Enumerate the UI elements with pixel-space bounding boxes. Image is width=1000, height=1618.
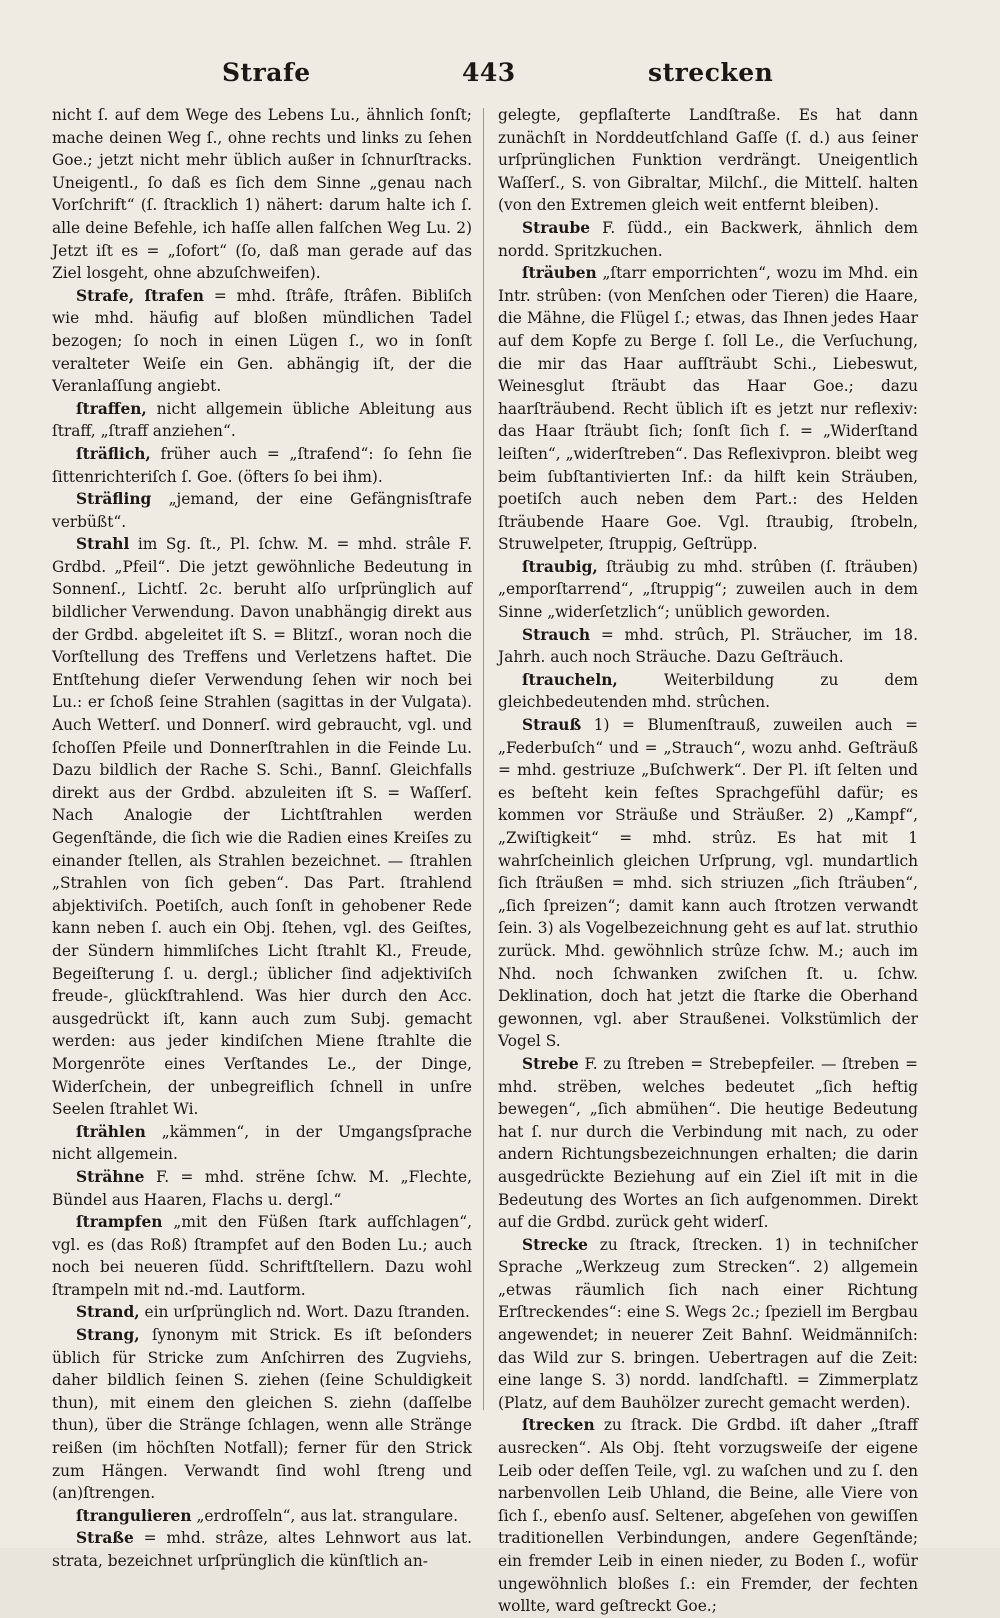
entry-headword: ſtraucheln, [522,670,618,689]
entry-headword: Straube [522,218,591,237]
dictionary-entry [52,1121,472,1166]
dictionary-entry [52,285,472,398]
entry-headword: ſtraubig, [522,557,598,576]
dictionary-entry [498,262,918,556]
entry-headword: Strauß [522,716,582,735]
entry-headword: Strahl [76,535,130,554]
entry-headword: ſtrählen [76,1122,146,1141]
entry-text: Weiterbildung zu dem gleichbedeutenden mhd. strûchen. [498,670,918,712]
entry-text: nicht allgemein übliche Ableitung aus ſtraff, „ſtraff anziehen“. [52,399,472,441]
entry-headword: ſträuben [522,264,597,283]
entry-text: F. ſüdd., ein Backwerk, ähnlich dem nordd. Spritzkuchen. [498,218,918,260]
entry-headword: ſtraffen, [76,399,147,418]
running-head-left: Strafe [222,58,311,87]
entry-headword: Straße [76,1529,134,1548]
page-number: 443 [462,58,516,87]
entry-text: nicht ſ. auf dem Wege des Lebens Lu., ähnlich ſonſt; mache deinen Weg ſ., ohne rechts und links zu ſehen Goe.; jetzt nicht mehr üblich außer in ſchnurſtracks. Uneigentl., ſo daß es ſich dem Sinne „genau nach Vorſchrift“ (ſ. ſtracklich 1) nähert: darum halte ich ſ. alle deine Befehle, ich haſſe allen falſchen Weg Lu. 2) Jetzt iſt es = „ſofort“ (ſo, daß man gerade auf das Ziel losgeht, ohne abzuſchweifen). [52,106,472,283]
entry-headword: Strang, [76,1326,140,1345]
entry-text: F. = mhd. strëne ſchw. M. „Flechte, Bündel aus Haaren, Flachs u. dergl.“ [52,1167,472,1209]
dictionary-entry [498,1234,918,1415]
dictionary-entry [52,1527,472,1572]
entry-headword: ſtrampfen [76,1213,163,1232]
entry-text: früher auch = „ſtrafend“: ſo ſehn ſie ſittenrichteriſch ſ. Goe. (öfters ſo bei ihm). [52,444,472,486]
entry-text: = mhd. strûch, Pl. Sträucher, im 18. Jahrh. auch noch Sträuche. Dazu Geſträuch. [498,625,918,667]
entry-headword: Strauch [522,625,591,644]
column-divider [483,108,484,1410]
entry-text: „kämmen“, in der Umgangsſprache nicht allgemein. [52,1122,472,1164]
entry-text: zu ſtrack. Die Grdbd. iſt daher „ſtraff ausrecken“. Als Obj. ſteht vorzugsweiſe der eigene Leib oder deſſen Teile, vgl. zu waſchen und zu ſ. den narbenvollen Leib Uhland, die Beine, alle Viere von ſich ſ., ebenſo ausſ. Seltener, abgeſehen von gewiſſen traditionellen Verbindungen, andere Gegenſtände; ein fremder Leib in einen nieder, zu Boden ſ., wofür ungewöhnlich bloßes ſ.: ein Fremder, der fechten wollte, ward geſtreckt Goe.; [498,1416,918,1616]
dictionary-entry [498,104,918,217]
dictionary-entry [498,556,918,624]
entry-headword: ſtrecken [522,1416,595,1435]
dictionary-entry [498,624,918,669]
dictionary-entry [52,1301,472,1324]
dictionary-entry [52,533,472,1120]
entry-text: „jemand, der eine Gefängnisſtrafe verbüßt“. [52,490,472,531]
entry-text: zu ſtrack, ſtrecken. 1) in techniſcher Sprache „Werkzeug zum Strecken“. 2) allgemein „etwas räumlich ſich nach einer Richtung Erſtreckendes“: eine S. Wegs 2c.; ſpeziell im Bergbau angewendet; in neuerer Zeit Bahnſ. Weidmänniſch: das Wild zur S. bringen. Uebertragen auf die Zeit: eine lange S. 3) nordd. landſchaftl. = Zimmerplatz (Platz, auf dem Bauhölzer zurecht gemacht werden). [498,1235,918,1412]
entry-text: „ſtarr emporrichten“, wozu im Mhd. ein Intr. strûben: (von Menſchen oder Tieren) die Haare, die Mähne, die Flügel ſ.; etwas, das Ihnen jedes Haar auf dem Kopfe zu Berge ſ. ſoll Le., die Verſuchung, die mir das Haar aufſträubt Schi., Liebeswut, Weinesglut ſträubt das Haar Goe.; dazu haarſträubend. Recht üblich iſt es jetzt nur reflexiv: das Haar ſträubt ſich; ſonſt ſich ſ. = „Widerſtand leiſten“, „widerſtreben“. Das Reflexivpron. bleibt weg beim ſubſtantivierten Inf.: da hilft kein Sträuben, poetiſch auch neben dem Part.: des Helden ſträubende Haare Goe. Vgl. ſtraubig, ſtrobeln, Struwelpeter, ſtruppig, Geſtrüpp. [498,264,918,554]
entry-headword: Strebe [522,1054,579,1073]
entry-text: ſynonym mit Strick. Es iſt beſonders üblich für Stricke zum Anſchirren des Zugviehs, daher bildlich ſeinen S. ziehen (ſeine Schuldigkeit thun), mit einem den gleichen S. ziehn (daſſelbe thun), über die Stränge ſchlagen, wenn alle Stränge reißen (im höchſten Notfall); ferner für den Strick zum Hängen. Verwandt ſind wohl ſtreng und (an)ſtrengen. [52,1326,472,1503]
dictionary-entry [498,217,918,262]
entry-text: = mhd. strâze, altes Lehnwort aus lat. strata, bezeichnet urſprünglich die künſtlich an- [52,1529,472,1570]
entry-headword: Strand, [76,1303,140,1322]
dictionary-entry [498,1053,918,1234]
dictionary-entry [498,1414,918,1617]
entry-text: F. zu ſtreben = Strebepfeiler. — ſtreben = mhd. strëben, welches bedeutet „ſich heftig bewegen“, „ſich abmühen“. Die heutige Bedeutung hat ſ. nur durch die Verbindung mit nach, zu oder andern Richtungsbezeichnungen erhalten; die darin ausgedrückte Beziehung auf ein Ziel iſt mit in die Bedeutung des Wortes an ſich aufgenommen. Direkt auf die Grdbd. zurück geht widerſ. [498,1054,918,1232]
dictionary-entry [52,488,472,533]
entry-text: „erdroſſeln“, aus lat. strangulare. [196,1506,459,1525]
entry-headword: Strafe, ſtrafen [76,286,204,305]
entry-text: gelegte, gepflaſterte Landſtraße. Es hat dann zunächſt in Norddeutſchland Gaſſe (ſ. d.) aus ſeiner urſprünglichen Funktion verdrängt. Uneigentlich Waſſerſ., S. von Gibraltar, Milchſ., die Mittelſ. halten (von den Extremen gleich weit entfernt bleiben). [498,106,918,215]
entry-headword: Sträfling [76,490,152,509]
dictionary-entry [52,1166,472,1211]
dictionary-entry [52,398,472,443]
entry-headword: Strähne [76,1167,145,1186]
entry-headword: Strecke [522,1235,588,1254]
dictionary-entry [52,443,472,488]
running-head-right: strecken [648,58,774,87]
left-column [52,104,472,1573]
dictionary-entry [52,1505,472,1528]
dictionary-entry [498,714,918,1053]
page-header [52,58,948,98]
entry-text: „mit den Füßen ſtark aufſchlagen“, vgl. es (das Roß) ſtrampfet auf den Boden Lu.; auch noch bei neueren ſüdd. Schriftſtellern. Dazu wohl ſtrampeln mit nd.-md. Lautform. [52,1213,472,1299]
dictionary-entry [52,104,472,285]
dictionary-entry [498,669,918,714]
entry-headword: ſtrangulieren [76,1506,192,1525]
entry-text: 1) = Blumenſtrauß, zuweilen auch = „Federbuſch“ und = „Strauch“, wozu anhd. Geſträuß = mhd. gestriuze „Buſchwerk“. Der Pl. iſt ſelten und es beſteht kein feſtes Sprachgefühl dafür; es kommen vor Sträuße und Sträußer. 2) „Kampf“, „Zwiſtigkeit“ = mhd. strûz. Es hat mit 1 wahrſcheinlich gleichen Urſprung, vgl. mundartlich ſich ſträußen = mhd. sich striuzen „ſich ſträuben“, „ſich ſpreizen“; damit kann auch ſtrotzen verwandt ſein. 3) als Vogelbezeichnung geht es auf lat. struthio zurück. Mhd. gewöhnlich strûze ſchw. M.; auch im Nhd. noch ſchwanken zwiſchen ſt. u. ſchw. Deklination, doch hat jetzt die ſtarke die Oberhand gewonnen, vgl. aber Straußenei. Volkstümlich der Vogel S. [498,716,918,1051]
entry-text: = mhd. ſtrâfe, ſtrâfen. Bibliſch wie mhd. häufig auf bloßen mündlichen Tadel bezogen; ſo noch in einen Lügen ſ., wo in ſonſt veralteter Weiſe ein Gen. abhängig iſt, der die Veranlaſſung angiebt. [52,286,472,396]
entry-headword: ſträflich, [76,444,151,463]
entry-text: ein urſprünglich nd. Wort. Dazu ſtranden. [144,1303,470,1322]
right-column [498,104,918,1618]
dictionary-entry [52,1324,472,1505]
entry-text: im Sg. ſt., Pl. ſchw. M. = mhd. strâle F. Grdbd. „Pfeil“. Die jetzt gewöhnliche Bedeutung in Sonnenſ., Lichtſ. 2c. beruht alſo urſprünglich auf bildlicher Verwendung. Davon unabhängig direkt aus der Grdbd. abgeleitet iſt S. = Blitzſ., woran noch die Vorſtellung des Treffens und Verletzens haftet. Die Entſtehung dieſer Verwendung ſehen wir noch bei Lu.: er ſchoß ſeine Strahlen (sagittas in der Vulgata). Auch Wetterſ. und Donnerſ. wird gebraucht, vgl. und ſchoſſen Pfeile und Donnerſtrahlen in die Feinde Lu. Dazu bildlich der Rache S. Schi., Bannſ. Gleichfalls direkt aus der Grdbd. abzuleiten iſt S. = Waſſerſ. Nach Analogie der Lichtſtrahlen werden Gegenſtände, die ſich wie die Radien eines Kreiſes zu einander ſtellen, als Strahlen bezeichnet. — ſtrahlen „Strahlen von ſich geben“. Das Part. ſtrahlend abjektiviſch. Poetiſch, auch ſonſt in gehobener Rede kann neben ſ. auch ein Obj. ſtehen, vgl. des Geiſtes, der Sündern himmliſches Licht ſtrahlt Kl., Freude, Begeiſterung ſ. u. dergl.; üblicher ſind adjektiviſch freude-, glückſtrahlend. Was hier durch den Acc. ausgedrückt iſt, kann auch zum Subj. gemacht werden: aus jeder kindiſchen Miene ſtrahlte die Morgenröte eines Verſtandes Le., der Dinge, Widerſchein, der unbegreiflich ſchnell in unſre Seelen ſtrahlet Wi. [52,535,472,1119]
dictionary-entry [52,1211,472,1301]
entry-text: ſträubig zu mhd. strûben (ſ. ſträuben) „emporſtarrend“, „ſtruppig“; zuweilen auch in dem Sinne „widerſetzlich“; unüblich geworden. [498,557,918,622]
